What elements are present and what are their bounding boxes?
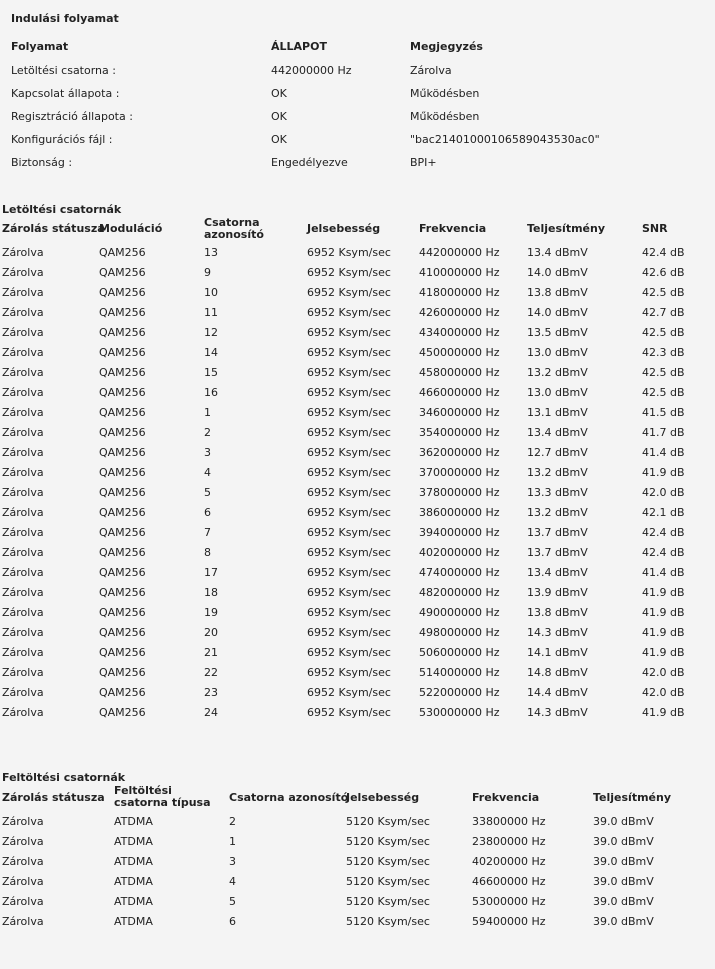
downstream-cell-modulation: QAM256 <box>99 566 146 579</box>
downstream-cell-symbol-rate: 6952 Ksym/sec <box>307 706 391 719</box>
downstream-cell-channel-id: 13 <box>204 246 218 259</box>
downstream-cell-modulation: QAM256 <box>99 446 146 459</box>
downstream-cell-channel-id: 6 <box>204 506 211 519</box>
downstream-header-modulation: Moduláció <box>99 222 163 235</box>
downstream-cell-lock-status: Zárolva <box>2 546 44 559</box>
downstream-cell-frequency: 410000000 Hz <box>419 266 500 279</box>
downstream-cell-snr: 42.1 dB <box>642 506 685 519</box>
downstream-cell-frequency: 370000000 Hz <box>419 466 500 479</box>
downstream-cell-channel-id: 9 <box>204 266 211 279</box>
downstream-cell-power: 12.7 dBmV <box>527 446 588 459</box>
upstream-cell-channel-type: ATDMA <box>114 915 153 928</box>
downstream-cell-modulation: QAM256 <box>99 266 146 279</box>
downstream-cell-snr: 42.4 dB <box>642 526 685 539</box>
downstream-cell-lock-status: Zárolva <box>2 366 44 379</box>
upstream-cell-channel-type: ATDMA <box>114 835 153 848</box>
downstream-cell-lock-status: Zárolva <box>2 446 44 459</box>
downstream-cell-frequency: 426000000 Hz <box>419 306 500 319</box>
upstream-cell-symbol-rate: 5120 Ksym/sec <box>346 815 430 828</box>
downstream-cell-frequency: 450000000 Hz <box>419 346 500 359</box>
upstream-cell-channel-type: ATDMA <box>114 875 153 888</box>
upstream-header-frequency: Frekvencia <box>472 791 540 804</box>
downstream-cell-snr: 41.9 dB <box>642 606 685 619</box>
upstream-cell-channel-type: ATDMA <box>114 855 153 868</box>
downstream-cell-channel-id: 7 <box>204 526 211 539</box>
downstream-cell-snr: 42.0 dB <box>642 686 685 699</box>
upstream-cell-symbol-rate: 5120 Ksym/sec <box>346 895 430 908</box>
downstream-cell-snr: 41.4 dB <box>642 566 685 579</box>
upstream-cell-frequency: 59400000 Hz <box>472 915 546 928</box>
upstream-cell-lock-status: Zárolva <box>2 835 44 848</box>
startup-cell-note: Működésben <box>410 87 480 100</box>
downstream-cell-power: 13.7 dBmV <box>527 526 588 539</box>
downstream-cell-symbol-rate: 6952 Ksym/sec <box>307 466 391 479</box>
upstream-cell-symbol-rate: 5120 Ksym/sec <box>346 855 430 868</box>
upstream-cell-channel-id: 6 <box>229 915 236 928</box>
downstream-cell-power: 13.8 dBmV <box>527 286 588 299</box>
downstream-cell-snr: 41.9 dB <box>642 586 685 599</box>
downstream-cell-frequency: 386000000 Hz <box>419 506 500 519</box>
downstream-cell-frequency: 378000000 Hz <box>419 486 500 499</box>
downstream-cell-snr: 42.3 dB <box>642 346 685 359</box>
downstream-cell-channel-id: 11 <box>204 306 218 319</box>
downstream-cell-modulation: QAM256 <box>99 406 146 419</box>
upstream-title: Feltöltési csatornák <box>2 771 126 784</box>
downstream-cell-frequency: 498000000 Hz <box>419 626 500 639</box>
downstream-cell-channel-id: 20 <box>204 626 218 639</box>
downstream-title: Letöltési csatornák <box>2 203 122 216</box>
downstream-cell-modulation: QAM256 <box>99 526 146 539</box>
downstream-cell-frequency: 506000000 Hz <box>419 646 500 659</box>
upstream-cell-lock-status: Zárolva <box>2 895 44 908</box>
downstream-cell-channel-id: 24 <box>204 706 218 719</box>
downstream-cell-frequency: 442000000 Hz <box>419 246 500 259</box>
downstream-cell-power: 13.2 dBmV <box>527 506 588 519</box>
downstream-cell-power: 13.2 dBmV <box>527 366 588 379</box>
downstream-cell-modulation: QAM256 <box>99 366 146 379</box>
downstream-cell-modulation: QAM256 <box>99 246 146 259</box>
downstream-cell-lock-status: Zárolva <box>2 326 44 339</box>
downstream-header-channel-id: Csatorna azonosító <box>204 216 264 241</box>
upstream-cell-frequency: 33800000 Hz <box>472 815 546 828</box>
downstream-cell-power: 14.8 dBmV <box>527 666 588 679</box>
downstream-cell-frequency: 362000000 Hz <box>419 446 500 459</box>
downstream-cell-modulation: QAM256 <box>99 286 146 299</box>
downstream-cell-modulation: QAM256 <box>99 586 146 599</box>
upstream-cell-frequency: 53000000 Hz <box>472 895 546 908</box>
downstream-cell-snr: 42.5 dB <box>642 366 685 379</box>
downstream-cell-channel-id: 17 <box>204 566 218 579</box>
upstream-header-power: Teljesítmény <box>593 791 672 804</box>
startup-cell-process: Konfigurációs fájl : <box>11 133 113 146</box>
downstream-cell-modulation: QAM256 <box>99 506 146 519</box>
upstream-cell-channel-id: 5 <box>229 895 236 908</box>
upstream-cell-channel-id: 3 <box>229 855 236 868</box>
downstream-cell-symbol-rate: 6952 Ksym/sec <box>307 506 391 519</box>
upstream-cell-channel-id: 4 <box>229 875 236 888</box>
downstream-cell-snr: 42.0 dB <box>642 666 685 679</box>
downstream-cell-modulation: QAM256 <box>99 546 146 559</box>
downstream-cell-modulation: QAM256 <box>99 306 146 319</box>
upstream-cell-lock-status: Zárolva <box>2 915 44 928</box>
downstream-cell-lock-status: Zárolva <box>2 586 44 599</box>
downstream-cell-symbol-rate: 6952 Ksym/sec <box>307 646 391 659</box>
upstream-header-channel-id: Csatorna azonosító <box>229 791 349 804</box>
downstream-cell-lock-status: Zárolva <box>2 646 44 659</box>
downstream-cell-symbol-rate: 6952 Ksym/sec <box>307 246 391 259</box>
upstream-cell-power: 39.0 dBmV <box>593 815 654 828</box>
downstream-cell-snr: 41.9 dB <box>642 466 685 479</box>
downstream-header-frequency: Frekvencia <box>419 222 487 235</box>
downstream-cell-modulation: QAM256 <box>99 606 146 619</box>
downstream-cell-power: 13.0 dBmV <box>527 346 588 359</box>
upstream-cell-lock-status: Zárolva <box>2 855 44 868</box>
downstream-cell-snr: 41.9 dB <box>642 626 685 639</box>
downstream-cell-lock-status: Zárolva <box>2 346 44 359</box>
startup-cell-process: Letöltési csatorna : <box>11 64 116 77</box>
downstream-cell-symbol-rate: 6952 Ksym/sec <box>307 606 391 619</box>
downstream-cell-modulation: QAM256 <box>99 326 146 339</box>
startup-cell-process: Regisztráció állapota : <box>11 110 133 123</box>
upstream-cell-frequency: 23800000 Hz <box>472 835 546 848</box>
downstream-cell-symbol-rate: 6952 Ksym/sec <box>307 386 391 399</box>
downstream-cell-symbol-rate: 6952 Ksym/sec <box>307 586 391 599</box>
downstream-cell-modulation: QAM256 <box>99 426 146 439</box>
downstream-header-symbol-rate: Jelsebesség <box>307 222 381 235</box>
downstream-cell-symbol-rate: 6952 Ksym/sec <box>307 526 391 539</box>
upstream-cell-power: 39.0 dBmV <box>593 855 654 868</box>
startup-cell-status: Engedélyezve <box>271 156 348 169</box>
startup-header-note: Megjegyzés <box>410 40 483 53</box>
downstream-cell-symbol-rate: 6952 Ksym/sec <box>307 546 391 559</box>
downstream-cell-channel-id: 23 <box>204 686 218 699</box>
upstream-cell-channel-id: 1 <box>229 835 236 848</box>
downstream-cell-symbol-rate: 6952 Ksym/sec <box>307 626 391 639</box>
startup-cell-status: OK <box>271 110 287 123</box>
downstream-cell-snr: 41.5 dB <box>642 406 685 419</box>
downstream-cell-frequency: 490000000 Hz <box>419 606 500 619</box>
startup-header-process: Folyamat <box>11 40 69 53</box>
downstream-cell-symbol-rate: 6952 Ksym/sec <box>307 666 391 679</box>
downstream-cell-lock-status: Zárolva <box>2 606 44 619</box>
downstream-cell-lock-status: Zárolva <box>2 386 44 399</box>
downstream-cell-symbol-rate: 6952 Ksym/sec <box>307 326 391 339</box>
downstream-cell-symbol-rate: 6952 Ksym/sec <box>307 426 391 439</box>
downstream-cell-symbol-rate: 6952 Ksym/sec <box>307 686 391 699</box>
downstream-cell-frequency: 482000000 Hz <box>419 586 500 599</box>
downstream-cell-power: 13.3 dBmV <box>527 486 588 499</box>
upstream-cell-symbol-rate: 5120 Ksym/sec <box>346 835 430 848</box>
downstream-cell-channel-id: 18 <box>204 586 218 599</box>
upstream-cell-power: 39.0 dBmV <box>593 915 654 928</box>
upstream-cell-power: 39.0 dBmV <box>593 875 654 888</box>
downstream-cell-frequency: 514000000 Hz <box>419 666 500 679</box>
downstream-cell-modulation: QAM256 <box>99 646 146 659</box>
downstream-cell-snr: 41.9 dB <box>642 646 685 659</box>
upstream-cell-channel-type: ATDMA <box>114 895 153 908</box>
downstream-cell-snr: 41.4 dB <box>642 446 685 459</box>
downstream-cell-snr: 41.7 dB <box>642 426 685 439</box>
downstream-cell-lock-status: Zárolva <box>2 266 44 279</box>
downstream-cell-snr: 42.6 dB <box>642 266 685 279</box>
downstream-cell-symbol-rate: 6952 Ksym/sec <box>307 306 391 319</box>
downstream-cell-channel-id: 4 <box>204 466 211 479</box>
downstream-cell-modulation: QAM256 <box>99 386 146 399</box>
downstream-cell-snr: 42.7 dB <box>642 306 685 319</box>
downstream-cell-power: 13.2 dBmV <box>527 466 588 479</box>
downstream-cell-symbol-rate: 6952 Ksym/sec <box>307 286 391 299</box>
downstream-cell-lock-status: Zárolva <box>2 466 44 479</box>
upstream-cell-channel-id: 2 <box>229 815 236 828</box>
downstream-cell-power: 14.1 dBmV <box>527 646 588 659</box>
startup-cell-process: Kapcsolat állapota : <box>11 87 120 100</box>
downstream-cell-snr: 42.5 dB <box>642 326 685 339</box>
downstream-cell-symbol-rate: 6952 Ksym/sec <box>307 366 391 379</box>
downstream-header-lock-status: Zárolás státusza <box>2 222 105 235</box>
downstream-cell-frequency: 466000000 Hz <box>419 386 500 399</box>
downstream-cell-symbol-rate: 6952 Ksym/sec <box>307 566 391 579</box>
downstream-cell-power: 13.5 dBmV <box>527 326 588 339</box>
downstream-cell-channel-id: 5 <box>204 486 211 499</box>
downstream-cell-channel-id: 22 <box>204 666 218 679</box>
upstream-header-lock-status: Zárolás státusza <box>2 791 105 804</box>
upstream-cell-power: 39.0 dBmV <box>593 895 654 908</box>
downstream-cell-power: 14.3 dBmV <box>527 706 588 719</box>
downstream-cell-lock-status: Zárolva <box>2 426 44 439</box>
upstream-cell-symbol-rate: 5120 Ksym/sec <box>346 875 430 888</box>
startup-cell-note: BPI+ <box>410 156 437 169</box>
downstream-cell-lock-status: Zárolva <box>2 486 44 499</box>
downstream-cell-channel-id: 8 <box>204 546 211 559</box>
startup-title: Indulási folyamat <box>11 12 119 25</box>
downstream-cell-snr: 42.5 dB <box>642 386 685 399</box>
downstream-cell-frequency: 394000000 Hz <box>419 526 500 539</box>
startup-cell-note: Működésben <box>410 110 480 123</box>
downstream-cell-power: 13.7 dBmV <box>527 546 588 559</box>
downstream-cell-frequency: 530000000 Hz <box>419 706 500 719</box>
downstream-cell-lock-status: Zárolva <box>2 566 44 579</box>
downstream-cell-snr: 42.4 dB <box>642 246 685 259</box>
downstream-cell-lock-status: Zárolva <box>2 526 44 539</box>
downstream-cell-channel-id: 1 <box>204 406 211 419</box>
downstream-cell-modulation: QAM256 <box>99 686 146 699</box>
downstream-cell-symbol-rate: 6952 Ksym/sec <box>307 346 391 359</box>
upstream-cell-lock-status: Zárolva <box>2 815 44 828</box>
downstream-header-power: Teljesítmény <box>527 222 606 235</box>
upstream-cell-lock-status: Zárolva <box>2 875 44 888</box>
downstream-cell-symbol-rate: 6952 Ksym/sec <box>307 446 391 459</box>
downstream-cell-modulation: QAM256 <box>99 346 146 359</box>
downstream-cell-modulation: QAM256 <box>99 706 146 719</box>
downstream-cell-symbol-rate: 6952 Ksym/sec <box>307 266 391 279</box>
downstream-cell-power: 13.9 dBmV <box>527 586 588 599</box>
downstream-cell-frequency: 474000000 Hz <box>419 566 500 579</box>
upstream-header-channel-type: Feltöltési csatorna típusa <box>114 784 211 809</box>
downstream-cell-lock-status: Zárolva <box>2 246 44 259</box>
downstream-cell-power: 13.0 dBmV <box>527 386 588 399</box>
startup-cell-process: Biztonság : <box>11 156 73 169</box>
startup-cell-status: OK <box>271 87 287 100</box>
downstream-header-snr: SNR <box>642 222 668 235</box>
downstream-cell-power: 14.4 dBmV <box>527 686 588 699</box>
startup-cell-status: OK <box>271 133 287 146</box>
upstream-cell-frequency: 40200000 Hz <box>472 855 546 868</box>
downstream-cell-power: 14.0 dBmV <box>527 266 588 279</box>
downstream-cell-snr: 42.4 dB <box>642 546 685 559</box>
downstream-cell-power: 14.3 dBmV <box>527 626 588 639</box>
downstream-cell-channel-id: 19 <box>204 606 218 619</box>
downstream-cell-frequency: 418000000 Hz <box>419 286 500 299</box>
downstream-cell-symbol-rate: 6952 Ksym/sec <box>307 486 391 499</box>
downstream-cell-power: 14.0 dBmV <box>527 306 588 319</box>
downstream-cell-snr: 42.5 dB <box>642 286 685 299</box>
downstream-cell-frequency: 522000000 Hz <box>419 686 500 699</box>
downstream-cell-power: 13.4 dBmV <box>527 426 588 439</box>
upstream-header-symbol-rate: Jelsebesség <box>346 791 420 804</box>
upstream-cell-frequency: 46600000 Hz <box>472 875 546 888</box>
downstream-cell-lock-status: Zárolva <box>2 626 44 639</box>
startup-cell-note: Zárolva <box>410 64 452 77</box>
downstream-cell-lock-status: Zárolva <box>2 666 44 679</box>
downstream-cell-snr: 42.0 dB <box>642 486 685 499</box>
downstream-cell-lock-status: Zárolva <box>2 406 44 419</box>
downstream-cell-channel-id: 10 <box>204 286 218 299</box>
downstream-cell-channel-id: 15 <box>204 366 218 379</box>
downstream-cell-channel-id: 12 <box>204 326 218 339</box>
upstream-cell-symbol-rate: 5120 Ksym/sec <box>346 915 430 928</box>
downstream-cell-lock-status: Zárolva <box>2 506 44 519</box>
downstream-cell-lock-status: Zárolva <box>2 706 44 719</box>
downstream-cell-lock-status: Zárolva <box>2 686 44 699</box>
downstream-cell-frequency: 346000000 Hz <box>419 406 500 419</box>
downstream-cell-power: 13.1 dBmV <box>527 406 588 419</box>
downstream-cell-snr: 41.9 dB <box>642 706 685 719</box>
startup-header-status: ÁLLAPOT <box>271 40 327 53</box>
downstream-cell-channel-id: 2 <box>204 426 211 439</box>
downstream-cell-modulation: QAM256 <box>99 626 146 639</box>
downstream-cell-frequency: 458000000 Hz <box>419 366 500 379</box>
upstream-cell-power: 39.0 dBmV <box>593 835 654 848</box>
downstream-cell-power: 13.4 dBmV <box>527 246 588 259</box>
downstream-cell-modulation: QAM256 <box>99 666 146 679</box>
downstream-cell-frequency: 354000000 Hz <box>419 426 500 439</box>
downstream-cell-power: 13.8 dBmV <box>527 606 588 619</box>
startup-cell-status: 442000000 Hz <box>271 64 352 77</box>
downstream-cell-frequency: 402000000 Hz <box>419 546 500 559</box>
downstream-cell-channel-id: 14 <box>204 346 218 359</box>
downstream-cell-lock-status: Zárolva <box>2 306 44 319</box>
downstream-cell-frequency: 434000000 Hz <box>419 326 500 339</box>
downstream-cell-channel-id: 16 <box>204 386 218 399</box>
downstream-cell-modulation: QAM256 <box>99 466 146 479</box>
downstream-cell-lock-status: Zárolva <box>2 286 44 299</box>
downstream-cell-symbol-rate: 6952 Ksym/sec <box>307 406 391 419</box>
downstream-cell-channel-id: 21 <box>204 646 218 659</box>
startup-cell-note: "bac21401000106589043530ac0" <box>410 133 600 146</box>
downstream-cell-modulation: QAM256 <box>99 486 146 499</box>
downstream-cell-channel-id: 3 <box>204 446 211 459</box>
downstream-cell-power: 13.4 dBmV <box>527 566 588 579</box>
upstream-cell-channel-type: ATDMA <box>114 815 153 828</box>
